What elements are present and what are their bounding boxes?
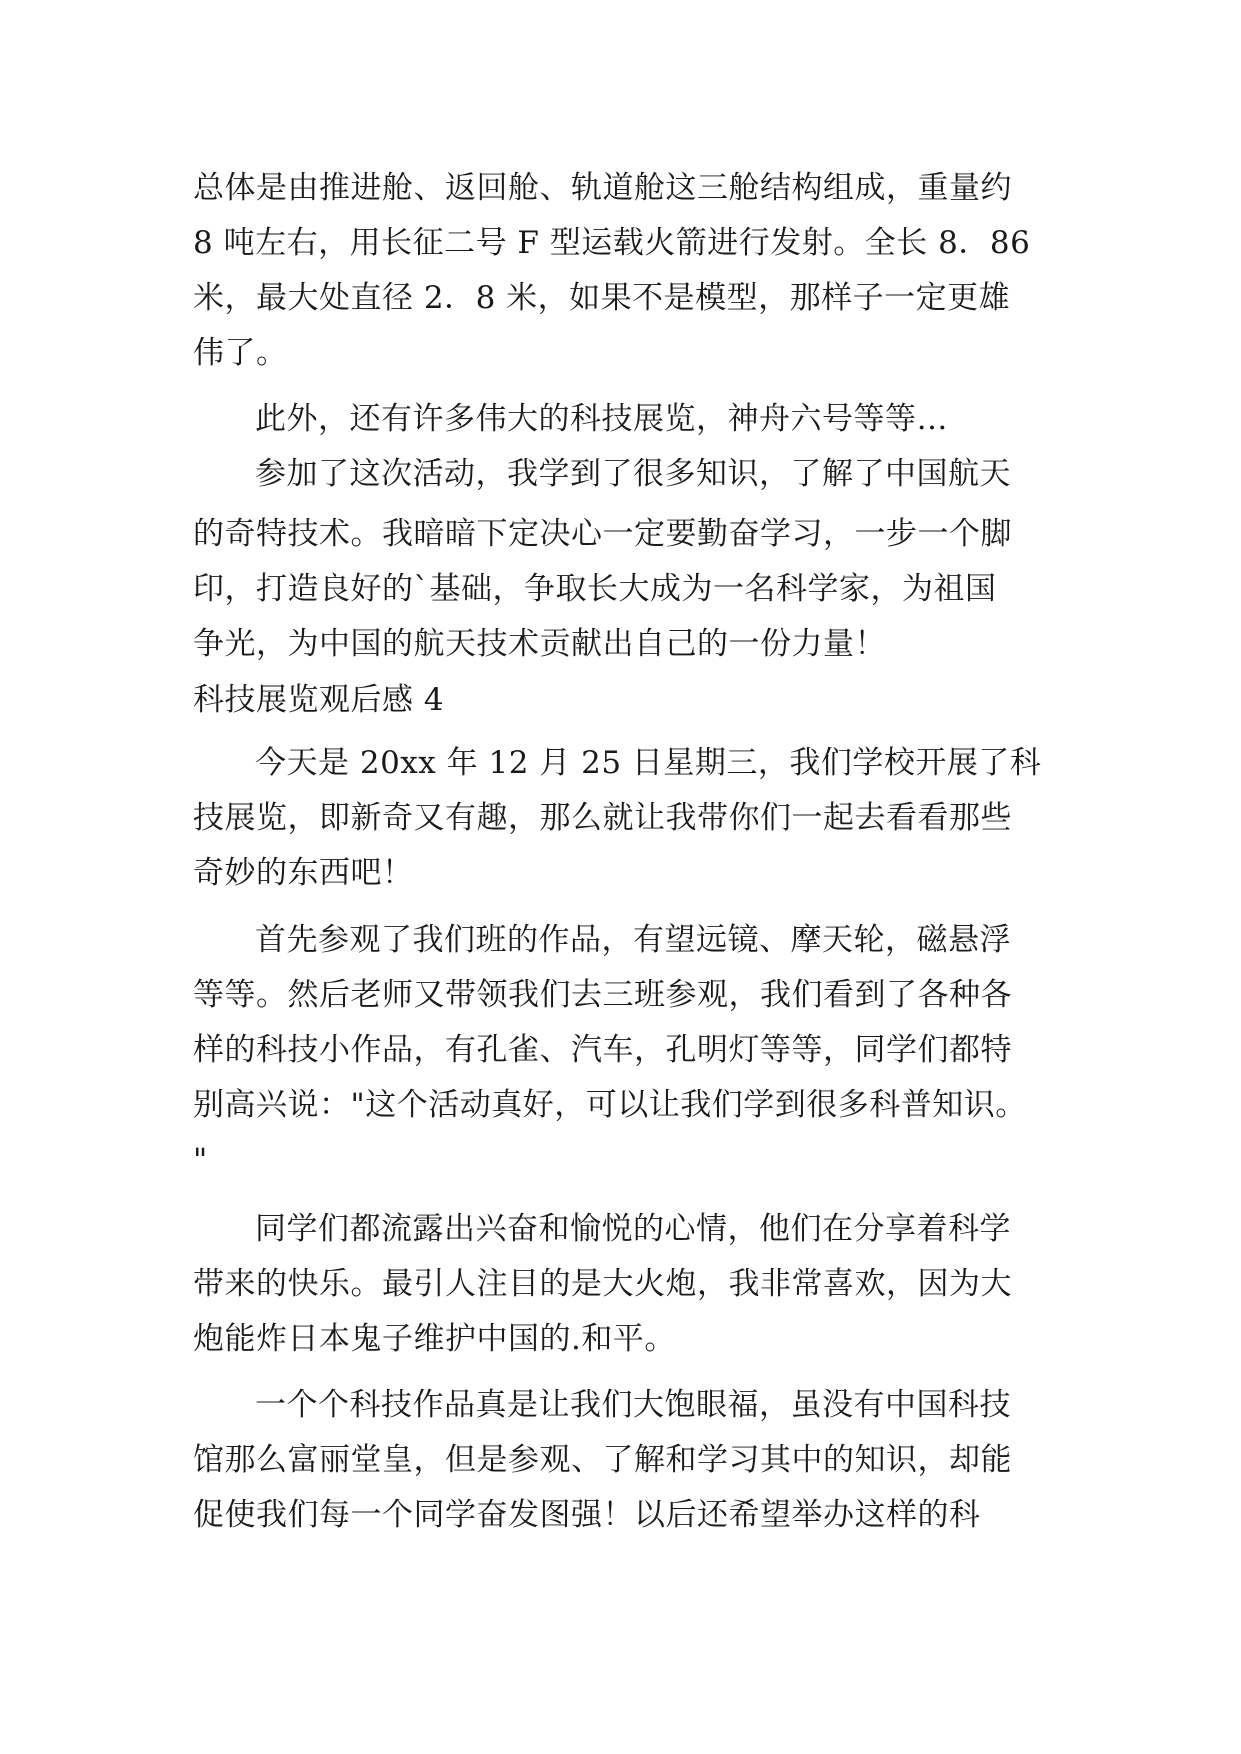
text-line: 馆那么富丽堂皇，但是参观、了解和学习其中的知识，却能 [193, 1442, 1012, 1478]
text-line: 别高兴说："这个活动真好，可以让我们学到很多科普知识。 [193, 1087, 1027, 1123]
text-line: 此外，还有许多伟大的科技展览，神舟六号等等… [255, 401, 948, 437]
text-line: 样的科技小作品，有孔雀、汽车，孔明灯等等，同学们都特 [193, 1032, 1012, 1068]
text-line: 伟了。 [193, 335, 288, 371]
text-line: 8 吨左右，用长征二号 F 型运载火箭进行发射。全长 8．86 [193, 225, 1031, 261]
text-line: 总体是由推进舱、返回舱、轨道舱这三舱结构组成，重量约 [193, 170, 1012, 206]
text-line: 参加了这次活动，我学到了很多知识，了解了中国航天 [255, 456, 1011, 492]
text-line: 一个个科技作品真是让我们大饱眼福，虽没有中国科技 [255, 1387, 1011, 1423]
text-line: 同学们都流露出兴奋和愉悦的心情，他们在分享着科学 [255, 1211, 1011, 1247]
text-line: 米，最大处直径 2．8 米，如果不是模型，那样子一定更雄 [193, 280, 1011, 316]
text-line: 奇妙的东西吧！ [193, 855, 414, 891]
text-line: 等等。然后老师又带领我们去三班参观，我们看到了各种各 [193, 977, 1012, 1013]
text-line: 印，打造良好的`基础，争取长大成为一名科学家，为祖国 [193, 571, 997, 607]
text-line: 带来的快乐。最引人注目的是大火炮，我非常喜欢，因为大 [193, 1266, 1012, 1302]
text-line: 今天是 20xx 年 12 月 25 日星期三，我们学校开展了科 [255, 745, 1042, 781]
text-line: 促使我们每一个同学奋发图强！以后还希望举办这样的科 [193, 1497, 981, 1533]
text-line: 首先参观了我们班的作品，有望远镜、摩天轮，磁悬浮 [255, 922, 1011, 958]
text-line: 争光，为中国的航天技术贡献出自己的一份力量！ [193, 626, 886, 662]
text-line: 技展览，即新奇又有趣，那么就让我带你们一起去看看那些 [193, 800, 1012, 836]
section-heading: 科技展览观后感 4 [193, 682, 445, 718]
text-line: " [193, 1142, 208, 1178]
text-line: 炮能炸日本鬼子维护中国的.和平。 [193, 1321, 676, 1357]
text-line: 的奇特技术。我暗暗下定决心一定要勤奋学习，一步一个脚 [193, 516, 1012, 552]
